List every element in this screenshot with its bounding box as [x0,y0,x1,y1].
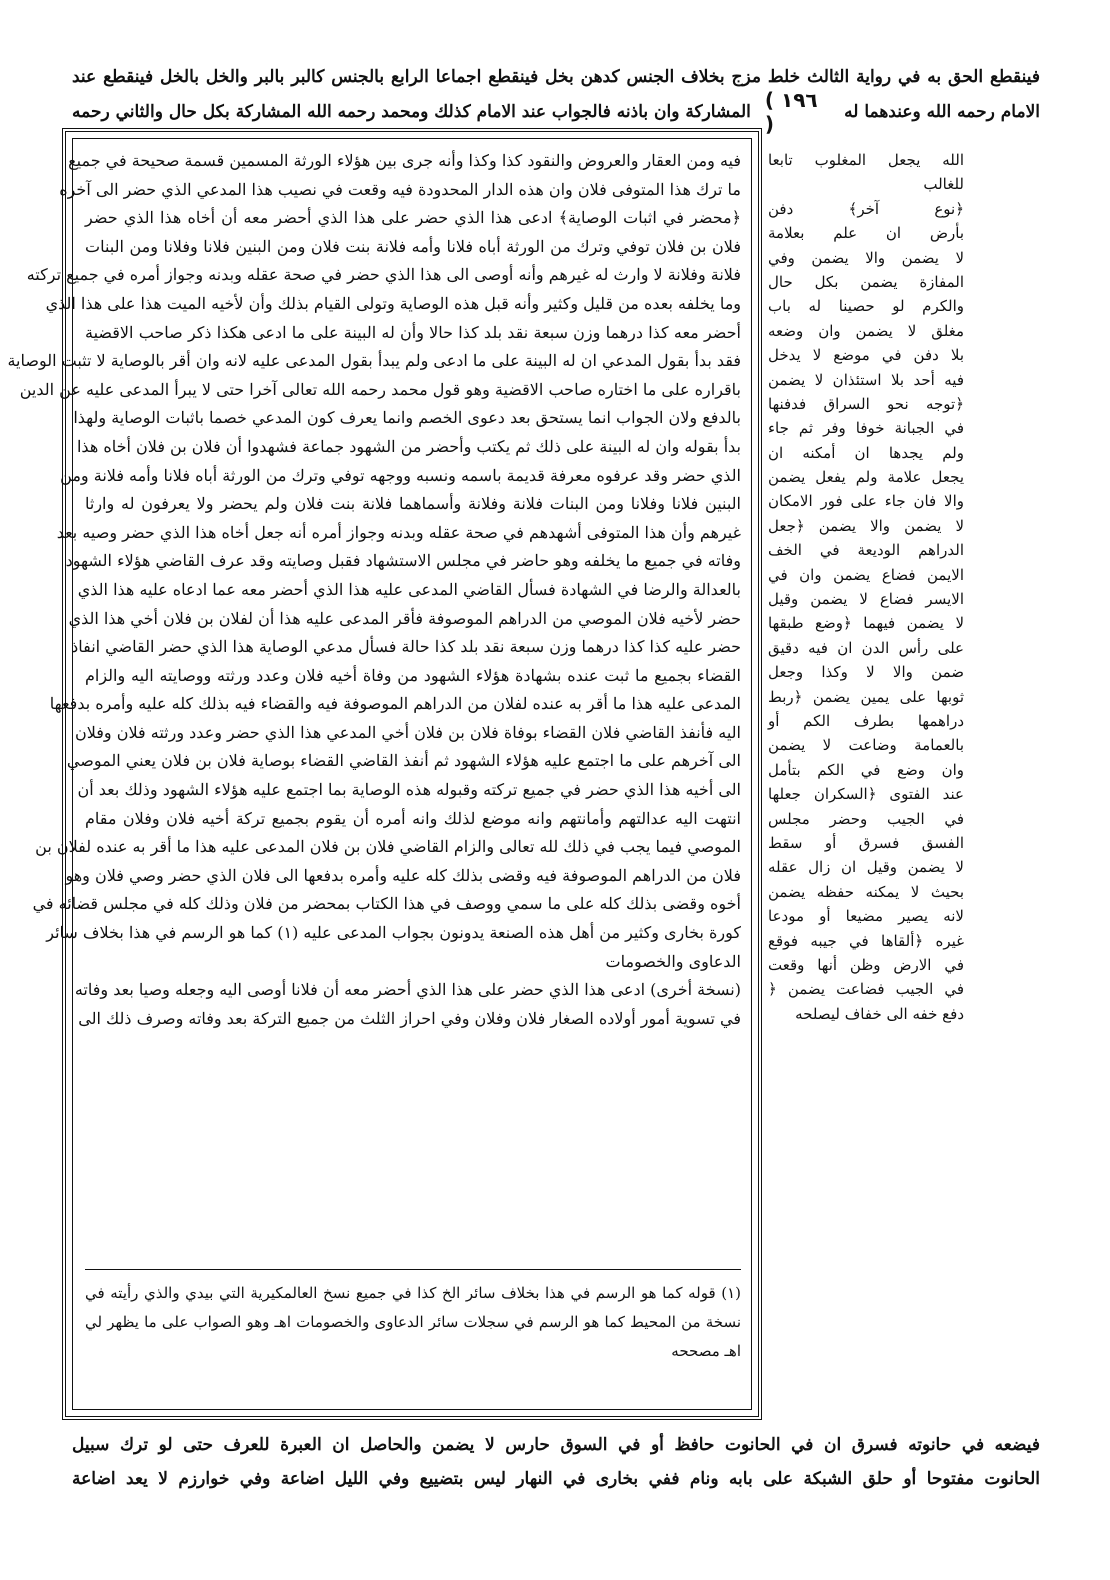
text-line: حضر لأخيه فلان الموصي من الدراهم الموصوفة فأقر المدعى عليه هذا أن لفلان بن فلان أخي هذا الذي [68,608,741,628]
footnote-line: اهـ مصححه [671,1342,741,1360]
margin-line: والا فان جاء على فور الامكان [768,492,964,511]
text-line: غيرهم وأن هذا المتوفى أشهدهم في صحة عقله وبدنه وجواز أمره أنه جعل أخاه هذا الذي حضر وصيه بعد [56,522,741,542]
main-text-frame [7,128,762,1420]
text-line: المدعى عليه هذا ما أقر به عنده لفلان من الدراهم الموصوفة فيه والقضاء فيه بذلك كله عليه وأمره بدفعها [49,694,741,714]
margin-line: دراهمها بطرف الكم أو [768,711,964,730]
text-line: (نسخة أخرى) ادعى هذا الذي حضر على هذا الذي أحضر معه أن فلانا أوصى اليه وجعله وصيا بعد وفاته [74,980,741,1000]
margin-line: وان وضع في الكم بتأمل [768,760,964,779]
text-line: البنين فلانا وفلانا ومن البنات فلانة وفلانة وأسماهما فلانة بنت فلان ولم يحضر ولا يعرفون له وارثا [85,494,741,514]
margin-line: على رأس الدن ان فيه دقيق [768,638,964,657]
text-line: الدعاوى والخصومات [605,951,741,971]
text-line: انتهت اليه عدالتهم وأمانتهم وانه موضع لذلك وانه أمره أن يقوم بجميع تركة أخيه فلان وفلان مقام [85,808,741,828]
margin-line: بلا دفن في موضع لا يدخل [768,346,964,365]
text-line: باقراره على ما اختاره صاحب الاقضية وهو قول محمد رحمه الله تعالى آخرا حتى لا يبرأ المدعى عليه عن الدين [19,379,741,399]
text-line: فلان من الدراهم الموصوفة فيه وقضى بذلك كله عليه وأمره بدفعها الى فلان الذي حضر وصي فلان وهو [65,865,741,885]
text-line: أخوه وقضى بذلك كله على ما سمي ووصف في هذا الكتاب بمحضر من فلان وذلك كله في مجلس قضائه في [32,894,741,914]
margin-line: الايمن فضاع يضمن وان في [768,565,964,584]
margin-commentary [768,148,964,1026]
margin-line: لا يضمن وقيل ان زال عقله [768,858,964,877]
footnote-line: (١) قوله كما هو الرسم في هذا بخلاف سائر الخ كذا في جميع نسخ العالمكيرية التي بيدي والذي رأيته في [85,1284,741,1302]
text-line: أحضر معه كذا درهما وزن سبعة نقد بلد كذا حالا وأن له البينة على ما ادعى هكذا ذكر صاحب الاقضية [85,322,741,342]
bottom-margin-text [72,1428,1040,1496]
text-line: فقد بدأ بقول المدعي ان له البينة على ما ادعى ولم يبدأ بقول المدعى عليه لانه وان أقر بالوصاية لا تثبت الوصاية [7,351,741,371]
margin-line: الايسر فضاع لا يضمن وقيل [768,590,964,609]
text-line: بدأ بقوله وان له البينة على ذلك ثم يكتب وأحضر من الشهود جماعة فشهدوا أن فلان بن فلان أخاه هذا [76,436,741,456]
text-line: ما ترك هذا المتوفى فلان وان هذه الدار المحدودة فيه وقعت في نصيب هذا المدعي الذي حضر الى آخره [59,179,741,199]
text-line: فلانة وفلانة لا وارث له غيرهم وأنه أوصى الى هذا الذي حضر في صحة عقله وبدنه وجواز أمره في جميع تركته [26,265,741,285]
footnote-divider [85,1269,741,1270]
margin-line: الله يجعل المغلوب تابعا [768,151,964,169]
margin-line: في الجبانة خوفا وفر ثم جاء [768,419,964,438]
margin-line: يجعل علامة ولم يفعل يضمن [768,468,964,487]
margin-line: الدراهم الوديعة في الخف [768,541,964,560]
text-line: اليه فأنفذ القاضي فلان القضاء بوفاة فلان بن فلان أخي المدعي هذا الذي حضر وعدد ورثته فلان وفلان [74,722,741,742]
margin-line: ضمن والا لا وكذا وجعل [768,663,964,682]
margin-line: ﴿نوع آخر﴾ دفن [768,199,964,218]
footnote-line: نسخة من المحيط كما هو الرسم في سجلات سائر الدعاوى والخصومات اهـ وهو الصواب على ما يظهر لي [85,1313,741,1331]
margin-line: بالعمامة وضاعت لا يضمن [768,736,964,755]
bottom-line-2: الحانوت مفتوحا أو حلق الشبكة على بابه ونام ففي بخارى في النهار ليس بتضييع وفي الليل اضاعة وفي خوارزم لا يعد اضاعة [72,1469,1040,1489]
text-line: الموصي فيما يجب في ذلك لله تعالى والزام القاضي فلان بن فلان المدعى عليه هذا ما أقر به عنده لفلان بن [35,837,741,857]
margin-line: لانه يصير مضيعا أو مودعا [768,907,964,926]
margin-line: فيه أحد بلا استئذان لا يضمن [768,370,964,389]
margin-line: المفازة يضمن بكل حال [768,272,964,291]
margin-line: ثوبها على يمين يضمن ﴿ربط [768,687,964,706]
text-line: في تسوية أمور أولاده الصغار فلان وفلان وفي احراز الثلث من جميع التركة بعد وفاته وصرف ذلك الى [78,1008,741,1028]
header-line-2-left: المشاركة وان باذنه فالجواب عند الامام كذلك ومحمد رحمه الله المشاركة بكل حال والثاني رحمه [72,102,751,122]
text-line: فيه ومن العقار والعروض والنقود كذا وكذا وأنه جرى بين هؤلاء الورثة المسمين قسمة صحيحة في جميع [68,151,741,170]
margin-line: ﴿توجه نحو السراق فدفنها [768,394,964,413]
margin-line: في الجيب فضاعت يضمن ﴿ [768,980,964,999]
text-line: الى أخيه هذا الذي حضر في جميع تركته وقبوله هذه الوصاية بما اجتمع عليه هؤلاء الشهود وذلك بعد أن [77,780,741,800]
margin-line: لا يضمن والا يضمن ﴿جعل [768,516,964,535]
margin-line: والكرم لو حصينا له باب [768,297,964,316]
text-line: الذي حضر وقد عرفوه معرفة قديمة باسمه ونسبه ووجهه توفي وترك من الورثة أباه فلانا وأمه فلانة ومن [60,465,741,485]
margin-line: للغالب [923,175,964,194]
header-line-1: فينقطع الحق به في رواية الثالث خلط مزج بخلاف الجنس كدهن بخل فينقطع اجماعا الرابع بالجنس كالبر بالبر والخل بالخل فينقطع عند [72,67,1040,87]
text-line: الى آخرهم على ما اجتمع عليه هؤلاء الشهود ثم أنفذ القاضي القضاء بوصاية فلان بن فلان يعني الموصي [66,751,741,771]
margin-line: الفسق فسرق أو سقط [768,833,964,852]
bottom-line-1: فيضعه في حانوته فسرق ان في الحانوت حافظ أو في السوق حارس لا يضمن والحاصل ان العبرة للعرف حتى لو ترك سبيل [72,1435,1040,1455]
footnote-block [85,1279,741,1366]
margin-line: في الارض وظن أنها وقعت [768,955,964,974]
margin-line: بحيث لا يمكنه حفظه يضمن [768,882,964,901]
text-line: كورة بخارى وكثير من أهل هذه الصنعة يدونون بجواب المدعى عليه (١) كما هو الرسم في هذا بخلاف سائر [46,923,741,943]
margin-line: عند الفتوى ﴿السكران جعلها [768,785,964,804]
margin-line: في الجيب وحضر مجلس [768,809,964,828]
page-number: ( ١٩٦ ) [764,88,818,136]
text-line: وما يخلفه بعده من قليل وكثير وأنه قبل هذه الوصاية وتولى القيام بذلك وأن لأخيه الميت هذا على هذا الذي [45,293,741,313]
running-header [72,66,1040,136]
margin-line: بأرض ان علم بعلامة [768,224,964,243]
text-line: ﴿محضر في اثبات الوصاية﴾ ادعى هذا الذي حضر على هذا الذي أحضر معه أن أخاه هذا الذي حضر [85,208,741,228]
header-line-2-right: الامام رحمه الله وعندهما له [844,102,1040,122]
text-line: بالعدالة والرضا في الشهادة فسأل القاضي المدعى عليه هذا الذي أحضر معه عما ادعاه عليه هذا الذي [77,579,741,599]
text-line: القضاء بجميع ما ثبت عنده بشهادة هؤلاء الشهود من وفاة أخيه فلان وعدد ورثته ووصايته اليه والزام [85,665,741,685]
text-line: وفاته في جميع ما يخلفه وهو حاضر في مجلس الاستشهاد فقبل وصايته وقد عرف القاضي هؤلاء الشهود [65,551,741,571]
text-line: حضر عليه كذا كذا درهما وزن سبعة نقد بلد كذا حالة فسأل مدعي الوصاية هذا الذي حضر القاضي انفاذ [71,637,741,657]
margin-line: لا يضمن والا يضمن وفي [768,248,964,267]
margin-line: لا يضمن فيهما ﴿وضع طبقها [768,614,964,633]
margin-line: مغلق لا يضمن وان وضعه [768,321,964,340]
text-line: بالدفع ولان الجواب انما يستحق بعد دعوى الخصم وانما يعرف كون المدعي خصما باثبات الوصاية ولهذا [73,408,741,428]
text-line: فلان بن فلان توفي وترك من الورثة أباه فلانا وأمه فلانة بنت فلان ومن البنين فلانا وفلانا ومن البنات [85,236,741,256]
main-text-body [7,147,741,1033]
main-text-frame-inner [7,138,752,1410]
margin-line: غيره ﴿ألقاها في جيبه فوقع [768,931,964,950]
margin-line: دفع خفه الى خفاف ليصلحه [795,1004,964,1023]
margin-line: ولم يجدها ان أمكنه ان [768,443,964,462]
